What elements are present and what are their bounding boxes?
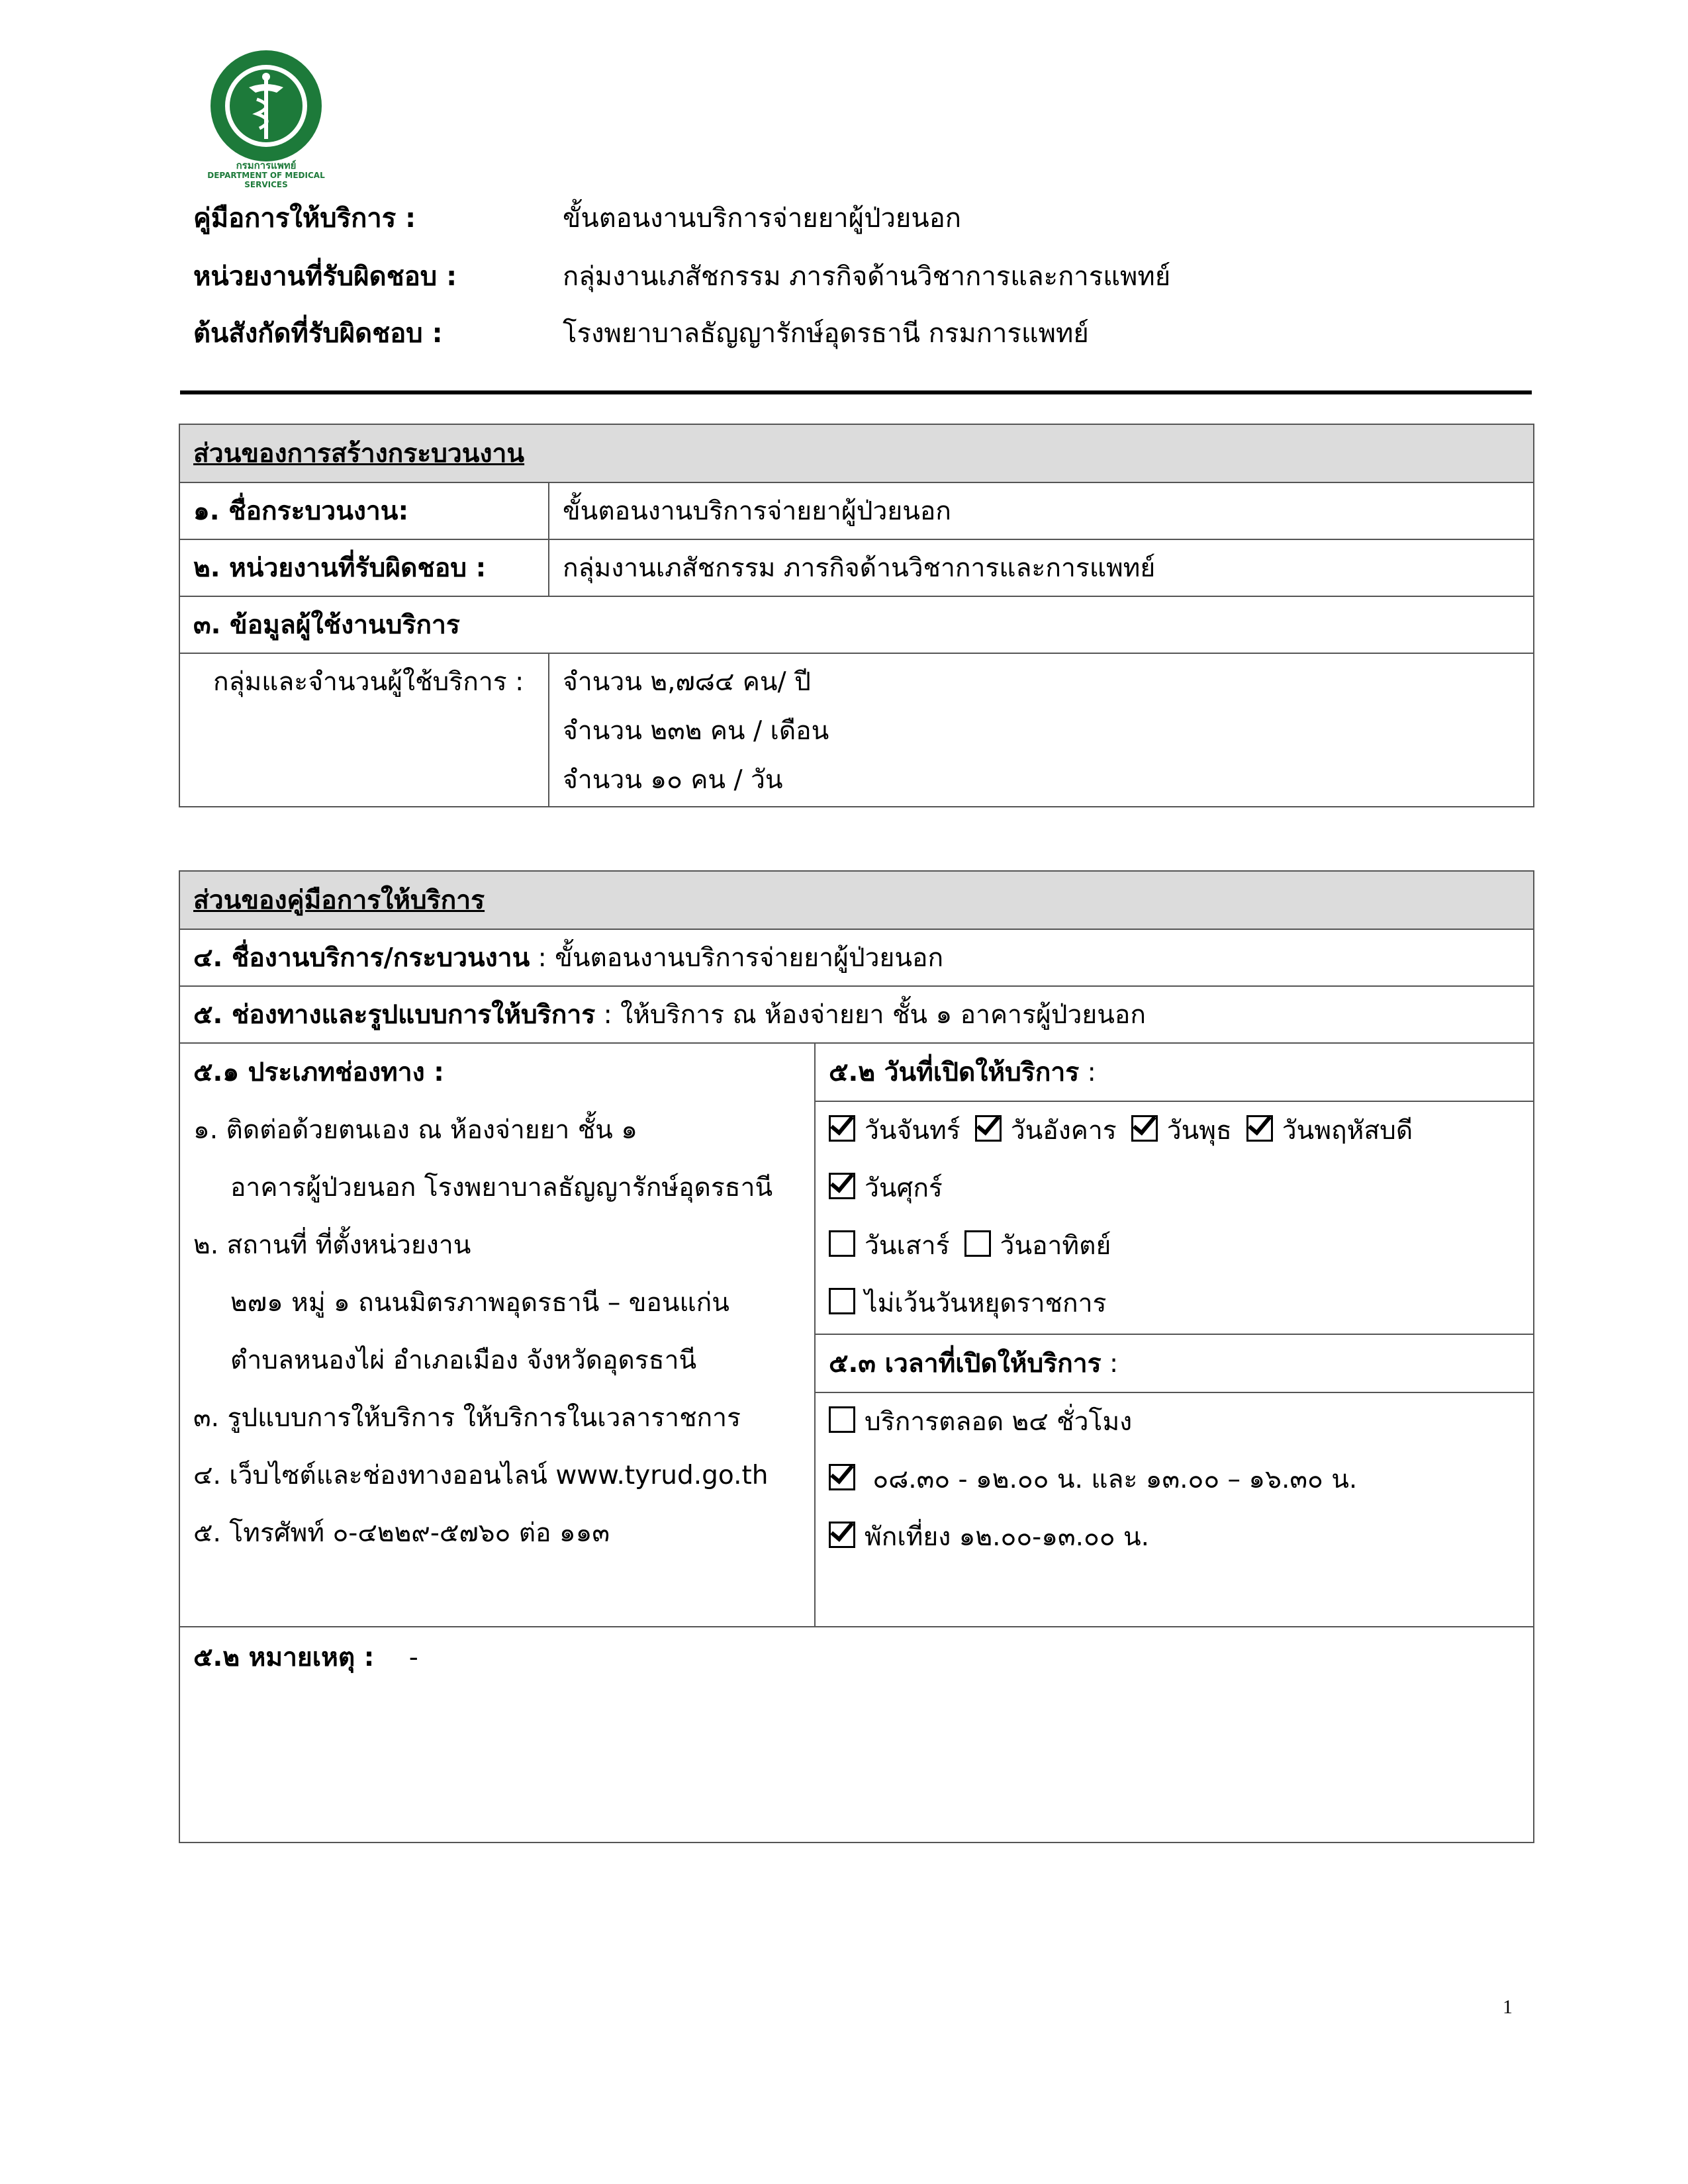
section-title-text: ส่วนของการสร้างกระบวนงาน [193,439,525,469]
hours-line[interactable] [829,1393,1520,1451]
channel-type-label: ๕.๑ ประเภทช่องทาง : [193,1058,444,1087]
header-value: โรงพยาบาลธัญญารักษ์อุดรธานี กรมการแพทย์ [563,318,1089,349]
day-no-holiday-break[interactable] [829,1275,1106,1332]
manual-section-title [179,871,1534,929]
header-value: กลุ่มงานเภสัชกรรม ภารกิจด้านวิชาการและการแพทย์ [563,261,1171,292]
days-label-cell [815,1043,1534,1101]
remark-cell [179,1627,1534,1843]
checkbox-checked-icon[interactable] [1131,1115,1158,1142]
header-label: ต้นสังกัดที่รับผิดชอบ : [193,318,443,349]
users-label: กลุ่มและจำนวนผู้ใช้บริการ : [179,653,549,807]
channel-line: อาคารผู้ป่วยนอก โรงพยาบาลธัญญารักษ์อุดรธานี [230,1173,773,1203]
remark-value: - [408,1643,418,1672]
hours-label: ๕.๓ เวลาที่เปิดให้บริการ [829,1349,1102,1379]
manual-section-table [179,870,1534,1843]
users-value-year: จำนวน ๒,๗๘๔ คน/ ปี [563,667,811,697]
days-label: ๕.๒ วันที่เปิดให้บริการ [829,1058,1080,1087]
day-label: วันศุกร์ [865,1173,943,1203]
day-sunday[interactable] [964,1217,1111,1275]
header-label: คู่มือการให้บริการ : [193,203,416,234]
hours-text: พักเที่ยง ๑๒.๐๐-๑๓.๐๐ น. [865,1522,1150,1552]
users-value-month: จำนวน ๒๓๒ คน / เดือน [563,716,829,746]
hours-text: ๐๘.๓๐ - ๑๒.๐๐ น. และ ๑๓.๐๐ – ๑๖.๓๐ น. [865,1465,1358,1494]
header-value: ขั้นตอนงานบริการจ่ายยาผู้ป่วยนอก [563,203,961,234]
service-name-label: ๔. ชื่องานบริการ/กระบวนงาน [193,943,530,973]
channel-label: ๕. ช่องทางและรูปแบบการให้บริการ [193,1000,596,1030]
channel-line: ๓. รูปแบบการให้บริการ ให้บริการในเวลาราชการ [193,1403,741,1433]
day-label: ไม่เว้นวันหยุดราชการ [865,1289,1107,1318]
channel-line: ตำบลหนองไผ่ อำเภอเมือง จังหวัดอุดรธานี [230,1345,697,1375]
logo-caption-th: กรมการแพทย์ [236,159,297,171]
channel-line: ๔. เว็บไซต์และช่องทางออนไลน์ www.tyrud.go.th [193,1461,769,1490]
day-tuesday[interactable] [975,1102,1117,1160]
day-label: วันพุธ [1166,1116,1232,1146]
hours-cell [815,1392,1534,1627]
channel-line: ๑. ติดต่อด้วยตนเอง ณ ห้องจ่ายยา ชั้น ๑ [193,1115,637,1145]
process-section-title [179,424,1534,482]
hours-line[interactable] [829,1451,1520,1508]
days-line-2 [829,1160,1520,1217]
checkbox-empty-icon[interactable] [829,1230,855,1257]
days-cell [815,1101,1534,1334]
days-line-4 [829,1275,1520,1332]
day-label: วันจันทร์ [865,1116,961,1146]
hours-line[interactable] [829,1508,1520,1566]
day-label: วันอังคาร [1010,1116,1117,1146]
process-section-table [179,424,1534,807]
process-unit-label: ๒. หน่วยงานที่รับผิดชอบ : [179,539,549,596]
days-line-3 [829,1217,1520,1275]
channel-value: : ให้บริการ ณ ห้องจ่ายยา ชั้น ๑ อาคารผู้ป่วยนอก [595,1000,1146,1030]
day-label: วันอาทิตย์ [1000,1231,1111,1261]
hours-label-cell [815,1334,1534,1392]
day-wednesday[interactable] [1131,1102,1232,1160]
channel-line: ๒๗๑ หมู่ ๑ ถนนมิตรภาพอุดรธานี – ขอนแก่น [230,1288,729,1318]
day-friday[interactable] [829,1160,943,1217]
service-name-row [179,929,1534,986]
checkbox-checked-icon[interactable] [975,1115,1002,1142]
remark-label: ๕.๒ หมายเหตุ : [193,1643,375,1672]
checkbox-empty-icon[interactable] [964,1230,991,1257]
section-title-text: ส่วนของคู่มือการให้บริการ [193,886,485,915]
users-heading: ๓. ข้อมูลผู้ใช้งานบริการ [179,596,1534,653]
checkbox-empty-icon[interactable] [829,1288,855,1314]
day-label: วันพฤหัสบดี [1282,1116,1413,1146]
day-saturday[interactable] [829,1217,950,1275]
logo-caption-en: DEPARTMENT OF MEDICAL SERVICES [207,171,325,189]
days-colon: : [1079,1058,1096,1087]
day-monday[interactable] [829,1102,961,1160]
users-values [549,653,1534,807]
process-unit-value: กลุ่มงานเภสัชกรรม ภารกิจด้านวิชาการและการแพทย์ [549,539,1534,596]
checkbox-checked-icon[interactable] [829,1464,855,1490]
checkbox-checked-icon[interactable] [829,1115,855,1142]
days-line-1 [829,1102,1520,1160]
channel-type-cell [179,1043,815,1627]
users-value-day: จำนวน ๑๐ คน / วัน [563,765,783,795]
page-number: 1 [1503,1996,1513,2018]
hours-colon: : [1101,1349,1119,1379]
header-label: หน่วยงานที่รับผิดชอบ : [193,261,457,292]
day-label: วันเสาร์ [865,1231,950,1261]
channel-line: ๕. โทรศัพท์ ๐-๔๒๒๙-๕๗๖๐ ต่อ ๑๑๓ [193,1518,610,1548]
channel-row [179,986,1534,1043]
service-name-value: : ขั้นตอนงานบริการจ่ายยาผู้ป่วยนอก [530,943,944,973]
checkbox-checked-icon[interactable] [829,1173,855,1199]
process-name-label: ๑. ชื่อกระบวนงาน: [179,482,549,539]
checkbox-checked-icon[interactable] [1246,1115,1273,1142]
header-divider [180,390,1532,394]
checkbox-empty-icon[interactable] [829,1406,855,1433]
checkbox-checked-icon[interactable] [829,1522,855,1548]
day-thursday[interactable] [1246,1102,1413,1160]
process-name-value: ขั้นตอนงานบริการจ่ายยาผู้ป่วยนอก [549,482,1534,539]
channel-line: ๒. สถานที่ ที่ตั้งหน่วยงาน [193,1230,471,1260]
hours-text: บริการตลอด ๒๔ ชั่วโมง [865,1407,1133,1437]
